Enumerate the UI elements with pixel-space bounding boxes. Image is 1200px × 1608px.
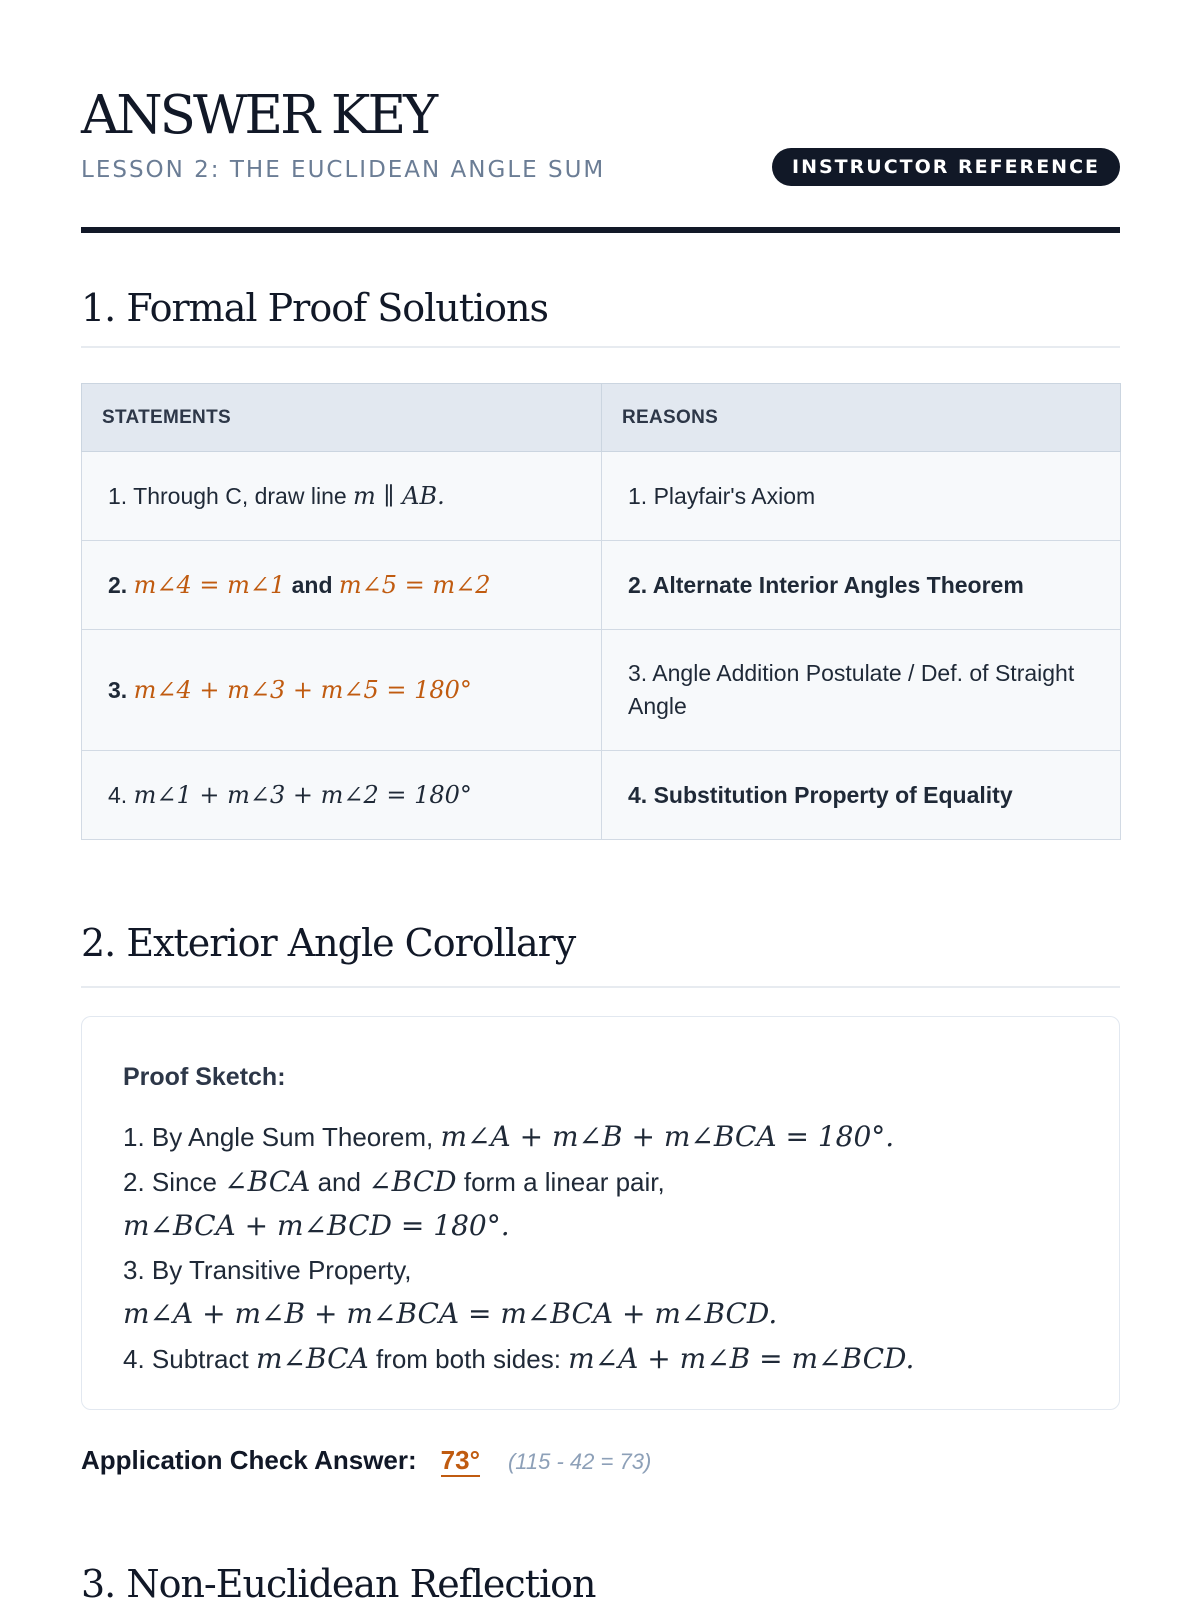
statement-math: m∠4 + m∠3 + m∠5 = 180° — [133, 675, 472, 704]
table-row — [82, 630, 1121, 751]
proof-math: m∠A + m∠B = m∠BCD. — [568, 1341, 915, 1375]
proof-text: 1. By Angle Sum Theorem, — [123, 1122, 441, 1152]
proof-text: and — [310, 1166, 369, 1197]
statement-cell — [82, 630, 602, 751]
table-row — [82, 452, 1121, 541]
statement-text: and — [285, 571, 339, 598]
reason-cell: 4. Substitution Property of Equality — [602, 751, 1121, 840]
section-3-title: 3. Non-Euclidean Reflection — [81, 1562, 596, 1606]
section-2-title: 2. Exterior Angle Corollary — [81, 921, 576, 965]
statement-cell — [82, 751, 602, 840]
section-2-divider — [81, 986, 1120, 988]
proof-math: m∠BCA + m∠BCD = 180°. — [123, 1209, 510, 1242]
proof-sketch-line — [123, 1249, 1083, 1293]
proof-table — [81, 383, 1121, 840]
table-row — [82, 541, 1121, 630]
proof-sketch-lines — [123, 1115, 1083, 1381]
statement-math: m∠1 + m∠3 + m∠2 = 180° — [133, 780, 472, 809]
proof-math: ∠BCD — [368, 1164, 457, 1198]
table-row — [82, 751, 1121, 840]
proof-math: m∠A + m∠B + m∠BCA = m∠BCA + m∠BCD. — [123, 1297, 778, 1330]
statement-text: 3. — [108, 676, 134, 703]
proof-sketch-heading: Proof Sketch: — [123, 1063, 286, 1091]
statement-text: 4. — [108, 781, 134, 808]
reason-cell: 1. Playfair's Axiom — [602, 452, 1121, 541]
proof-sketch-line — [123, 1204, 1083, 1249]
proof-sketch-line — [123, 1337, 1083, 1382]
proof-text: form a linear pair, — [456, 1166, 665, 1197]
statement-math: m∠4 = m∠1 — [133, 570, 286, 599]
proof-sketch-box — [81, 1016, 1120, 1410]
proof-text: 4. Subtract — [123, 1343, 256, 1374]
answer-label: Application Check Answer: — [81, 1445, 417, 1475]
statement-text: 2. — [108, 571, 134, 598]
proof-sketch-line — [123, 1160, 1083, 1205]
proof-sketch-line — [123, 1115, 1083, 1160]
answer-value: 73° — [440, 1445, 480, 1475]
proof-math: ∠BCA — [224, 1164, 311, 1198]
header-divider — [81, 227, 1120, 233]
proof-text: 3. By Transitive Property, — [123, 1254, 412, 1285]
page-title: ANSWER KEY — [81, 85, 436, 146]
statements-column-header: STATEMENTS — [82, 384, 602, 452]
instructor-reference-badge: INSTRUCTOR REFERENCE — [772, 148, 1120, 186]
application-check-answer — [81, 1442, 651, 1478]
reasons-column-header: REASONS — [602, 384, 1121, 452]
section-1-divider — [81, 346, 1120, 348]
proof-text: 2. Since — [123, 1166, 225, 1197]
statement-cell — [82, 541, 602, 630]
lesson-subtitle: LESSON 2: THE EUCLIDEAN ANGLE SUM — [81, 157, 606, 183]
answer-calculation-note: (115 - 42 = 73) — [507, 1449, 652, 1474]
proof-math: m∠BCA — [255, 1341, 369, 1375]
reason-cell: 3. Angle Addition Postulate / Def. of Straight Angle — [602, 630, 1121, 751]
proof-sketch-line — [123, 1292, 1083, 1337]
section-1-title: 1. Formal Proof Solutions — [81, 286, 549, 330]
table-header-row — [82, 384, 1121, 452]
proof-text: from both sides: — [368, 1343, 569, 1374]
reason-cell: 2. Alternate Interior Angles Theorem — [602, 541, 1121, 630]
proof-math: m∠A + m∠B + m∠BCA = 180°. — [440, 1120, 895, 1153]
statement-text: 1. Through C, draw line — [108, 482, 354, 509]
statement-math: m ∥ AB. — [353, 481, 445, 510]
statement-math: m∠5 = m∠2 — [338, 570, 491, 599]
statement-cell — [82, 452, 602, 541]
